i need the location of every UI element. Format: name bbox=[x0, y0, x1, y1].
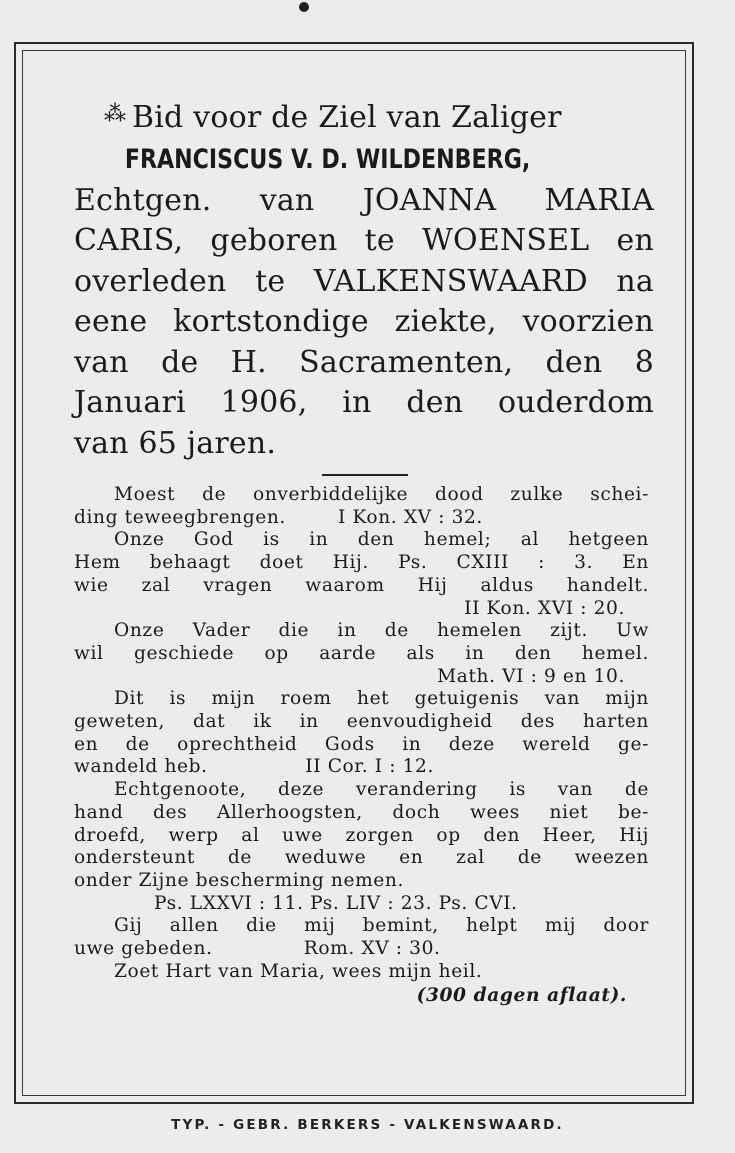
prayer-heading bbox=[74, 95, 654, 464]
printer-imprint: TYP. - GEBR. BERKERS - VALKENSWAARD. bbox=[171, 1117, 564, 1133]
verse-line: Hem behaagt doet Hij. Ps. CXIII : 3. En bbox=[74, 552, 649, 574]
verse-line: Moest de onverbiddelijke dood zulke schei- bbox=[114, 484, 649, 505]
verse-line: wandeld heb. II Cor. I : 12. bbox=[74, 756, 434, 778]
ink-speck bbox=[299, 2, 309, 12]
verse-line: Onze Vader die in de hemelen zijt. Uw bbox=[114, 620, 649, 642]
heading-line-5: overleden te VALKENSWAARD na bbox=[74, 263, 654, 299]
verse-line: Zoet Hart van Maria, wees mijn heil. bbox=[114, 960, 483, 982]
verse-reference: Ps. LXXVI : 11. Ps. LIV : 23. Ps. CVI. bbox=[154, 892, 518, 914]
asterism-icon: ⁂ bbox=[104, 102, 124, 127]
verse-line: wil geschiede op aarde als in den hemel. bbox=[74, 642, 649, 664]
verse-line: Echtgenoote, deze verandering is van de bbox=[114, 779, 649, 801]
divider-rule bbox=[322, 474, 408, 476]
heading-line-6: eene kortstondige ziekte, voorzien bbox=[74, 304, 654, 339]
indulgence-note: (300 dagen aflaat). bbox=[416, 985, 627, 1007]
verse-line: onder Zijne bescherming nemen. bbox=[74, 869, 404, 891]
heading-line-8: Januari 1906, in den ouderdom bbox=[74, 385, 654, 420]
verse-line: geweten, dat ik in eenvoudigheid des harten bbox=[74, 711, 649, 733]
verse-line: wie zal vragen waarom Hij aldus handelt. bbox=[74, 574, 649, 596]
verse-line: uwe gebeden. Rom. XV : 30. bbox=[74, 938, 441, 960]
verse-line: ding teweegbrengen. I Kon. XV : 32. bbox=[74, 506, 483, 528]
verse-line: Gij allen die mij bemint, helpt mij door bbox=[114, 915, 649, 937]
heading-line-1 bbox=[74, 95, 654, 139]
heading-line-1-text: Bid voor de Ziel van Zaliger bbox=[132, 100, 562, 135]
verse-line: hand des Allerhoogsten, doch wees niet be- bbox=[74, 801, 649, 823]
verse-line: Onze God is in den hemel; al hetgeen bbox=[114, 529, 649, 551]
verse-line: droefd, werp al uwe zorgen op den Heer, Hij bbox=[74, 824, 649, 846]
heading-line-7: van de H. Sacramenten, den 8 bbox=[74, 344, 654, 380]
verse-reference: Math. VI : 9 en 10. bbox=[437, 665, 625, 687]
verse-line: ondersteunt de weduwe en zal de weezen bbox=[74, 847, 649, 869]
verse-reference: II Kon. XVI : 20. bbox=[464, 597, 625, 619]
verse-line: en de oprechtheid Gods in deze wereld ge- bbox=[74, 733, 649, 755]
heading-line-9: van 65 jaren. bbox=[74, 425, 277, 461]
deceased-name: FRANCISCUS V. D. WILDENBERG, bbox=[124, 143, 531, 175]
memorial-card-text bbox=[74, 95, 654, 1008]
scripture-verses bbox=[74, 484, 649, 1008]
heading-line-3: Echtgen. van JOANNA MARIA bbox=[74, 182, 654, 218]
heading-line-4: CARIS, geboren te WOENSEL en bbox=[74, 223, 654, 258]
verse-line: Dit is mijn roem het getuigenis van mijn bbox=[114, 688, 649, 710]
